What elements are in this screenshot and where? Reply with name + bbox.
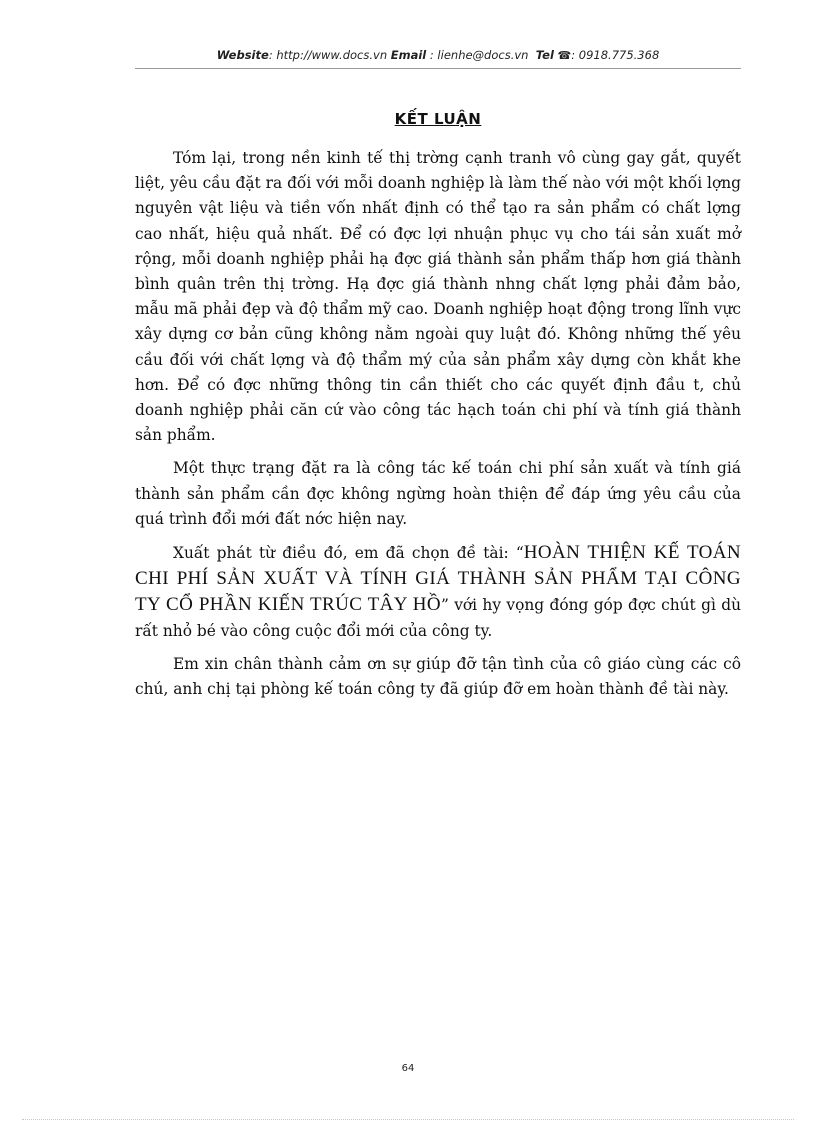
document-body bbox=[135, 146, 741, 710]
paragraph-situation: Một thực trạng đặt ra là công tác kế toán chi phí sản xuất và tính giá thành sản phẩm cần đợc không ngừng hoàn thiện để đáp ứng yêu cầu của quá trình đổi mới đất nớc hiện nay. bbox=[135, 459, 741, 528]
paragraph-thanks: Em xin chân thành cảm ơn sự giúp đỡ tận tình của cô giáo cùng các cô chú, anh chị tại phòng kế toán công ty đã giúp đỡ em hoàn thành đề tài này. bbox=[135, 654, 741, 699]
thesis-topic: HOÀN THIỆN KẾ TOÁN CHI PHÍ SẢN XUẤT VÀ TÍNH GIÁ THÀNH SẢN PHẨM TẠI CÔNG TY CỔ PHẦN KIẾN TRÚC TÂY HỒ bbox=[135, 542, 741, 616]
topic-conclusion: ” với hy vọng đóng góp đợc chút gì dù rất nhỏ bé vào công cuộc đổi mới của công ty. bbox=[135, 596, 741, 640]
tel-label: Tel bbox=[535, 48, 554, 62]
website-url[interactable]: : http://www.docs.vn bbox=[268, 48, 388, 62]
page-number: 64 bbox=[401, 1063, 415, 1074]
email-label: Email bbox=[390, 48, 427, 62]
paragraph-topic bbox=[135, 540, 741, 644]
phone-icon: ☎ bbox=[557, 49, 572, 62]
bottom-divider bbox=[22, 1119, 794, 1120]
tel-number: : 0918.775.368 bbox=[571, 48, 660, 62]
email-address[interactable]: : lienhe@docs.vn bbox=[429, 48, 529, 62]
page-title: KẾT LUẬN bbox=[394, 110, 482, 128]
page-header bbox=[135, 44, 741, 69]
topic-intro: Xuất phát từ điều đó, em đã chọn đề tài: “ bbox=[173, 544, 524, 563]
website-label: Website bbox=[216, 48, 269, 62]
paragraph-summary: Tóm lại, trong nền kinh tế thị trờng cạnh tranh vô cùng gay gắt, quyết liệt, yêu cầu đặt ra đối với mỗi doanh nghiệp là làm thế nào với một khối lợng nguyên vật liệu và tiền vốn nhất định có thể tạo ra sản phẩm có chất lợng cao nhất, hiệu quả nhất. Để có đợc lợi nhuận phục vụ cho tái sản xuất mở rộng, mỗi doanh nghiệp phải hạ đợc giá thành sản phẩm thấp hơn giá thành bình quân trên thị trờng. Hạ đợc giá thành nhng chất lợng phải đảm bảo, mẫu mã phải đẹp và độ thẩm mỹ cao. Doanh nghiệp hoạt động trong lĩnh vực xây dựng cơ bản cũng không nằm ngoài quy luật đó. Không những thế yêu cầu đối với chất lợng và độ thẩm mý của sản phẩm xây dựng còn khắt khe hơn. Để có đợc những thông tin cần thiết cho các quyết định đầu t, chủ doanh nghiệp phải căn cứ vào công tác hạch toán chi phí và tính giá thành sản phẩm. bbox=[135, 149, 741, 445]
